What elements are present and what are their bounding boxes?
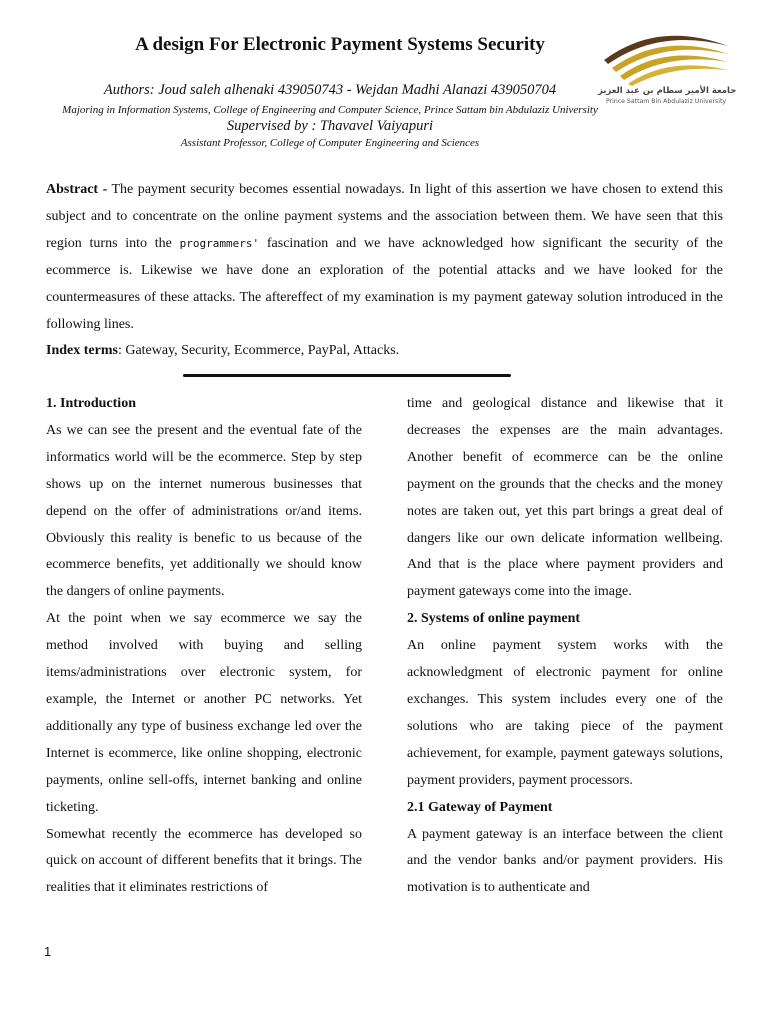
right-column bbox=[407, 391, 723, 902]
gateway-paragraph: A payment gateway is an interface between the client and the vendor banks and/or payment providers. His motivation is to authenticate and bbox=[407, 826, 723, 896]
logo-arcs-icon bbox=[598, 26, 734, 86]
abstract-text-before: The payment security becomes essential nowadays. In light of this assertion we have chosen to extend this subject and to concentrate on the online payment systems and the association between them. We have seen that this region turns into the bbox=[46, 182, 723, 251]
page-number: 1 bbox=[44, 944, 52, 959]
intro-paragraph-1: As we can see the present and the eventual fate of the informatics world will be the ecommerce. Step by step shows up on the internet numerous businesses that depend on the offer of administrations or/and items. Obviously this reality is benefic to us because of the ecommerce benefits, yet additionally we should know the dangers of online payments. bbox=[46, 422, 362, 600]
intro-paragraph-3: Somewhat recently the ecommerce has developed so quick on account of different benefits that it brings. The realities that it eliminates restrictions of bbox=[46, 826, 362, 896]
affiliation-line: Majoring in Information Systems, College of Engineering and Computer Science, Prince Sattam bin Abdulaziz University bbox=[62, 104, 598, 116]
intro-paragraph-2: At the point when we say ecommerce we say the method involved with buying and selling items/administrations over electronic system, for example, the Internet or another PC networks. Yet additionally any type of business exchange led over the Internet is ecommerce, like online shopping, electronic payments, online sell-offs, internet banking and online ticketing. bbox=[46, 611, 362, 815]
systems-paragraph: An online payment system works with the acknowledgment of electronic payment for online exchanges. This system includes every one of the solutions who are taking piece of the payment achievement, for example, payment gateways solutions, payment providers, payment processors. bbox=[407, 638, 723, 788]
supervisor-line: Supervised by : Thavavel Vaiyapuri bbox=[226, 118, 434, 134]
intro-continued-paragraph: time and geological distance and likewise that it decreases the expenses are the main advantages. Another benefit of ecommerce can be the online payment on the grounds that the checks and the money notes are taken out, yet this part brings a great deal of dangers like our own delicate information wellbeing. And that is the place where payment providers and payment gateways come into the image. bbox=[407, 396, 723, 600]
authors-line: Authors: Joud saleh alhenaki 439050743 - Wejdan Madhi Alanazi 439050704 bbox=[103, 82, 557, 98]
left-column bbox=[46, 391, 362, 902]
index-terms bbox=[46, 337, 723, 364]
abstract-label: Abstract - bbox=[46, 182, 108, 197]
section-divider bbox=[183, 374, 511, 377]
index-terms-label: Index terms bbox=[46, 343, 118, 358]
abstract-text-after: fascination and we have acknowledged how significant the security of the ecommerce is. Likewise we have done an exploration of the potential attacks and we have looked for the countermeasures of these attacks. The aftereffect of my examination is my payment gateway solution introduced in the following lines. bbox=[46, 236, 723, 332]
index-terms-text: Gateway, Security, Ecommerce, PayPal, Attacks. bbox=[121, 343, 400, 358]
abstract-mono-word: programmers' bbox=[179, 237, 260, 250]
university-logo bbox=[598, 26, 737, 108]
gateway-heading: 2.1 Gateway of Payment bbox=[407, 799, 553, 815]
systems-heading: 2. Systems of online payment bbox=[407, 611, 581, 627]
introduction-heading: 1. Introduction bbox=[46, 396, 136, 411]
paper-title: A design For Electronic Payment Systems Security bbox=[135, 34, 545, 55]
index-terms-separator: : bbox=[117, 343, 122, 358]
abstract-paragraph bbox=[46, 176, 723, 338]
logo-arabic-text: جامعة الأمير سطام بن عبد العزيز bbox=[598, 86, 737, 96]
supervisor-title-line: Assistant Professor, College of Computer Engineering and Sciences bbox=[180, 137, 480, 149]
logo-english-text: Prince Sattam Bin Abdulaziz University bbox=[605, 98, 727, 105]
